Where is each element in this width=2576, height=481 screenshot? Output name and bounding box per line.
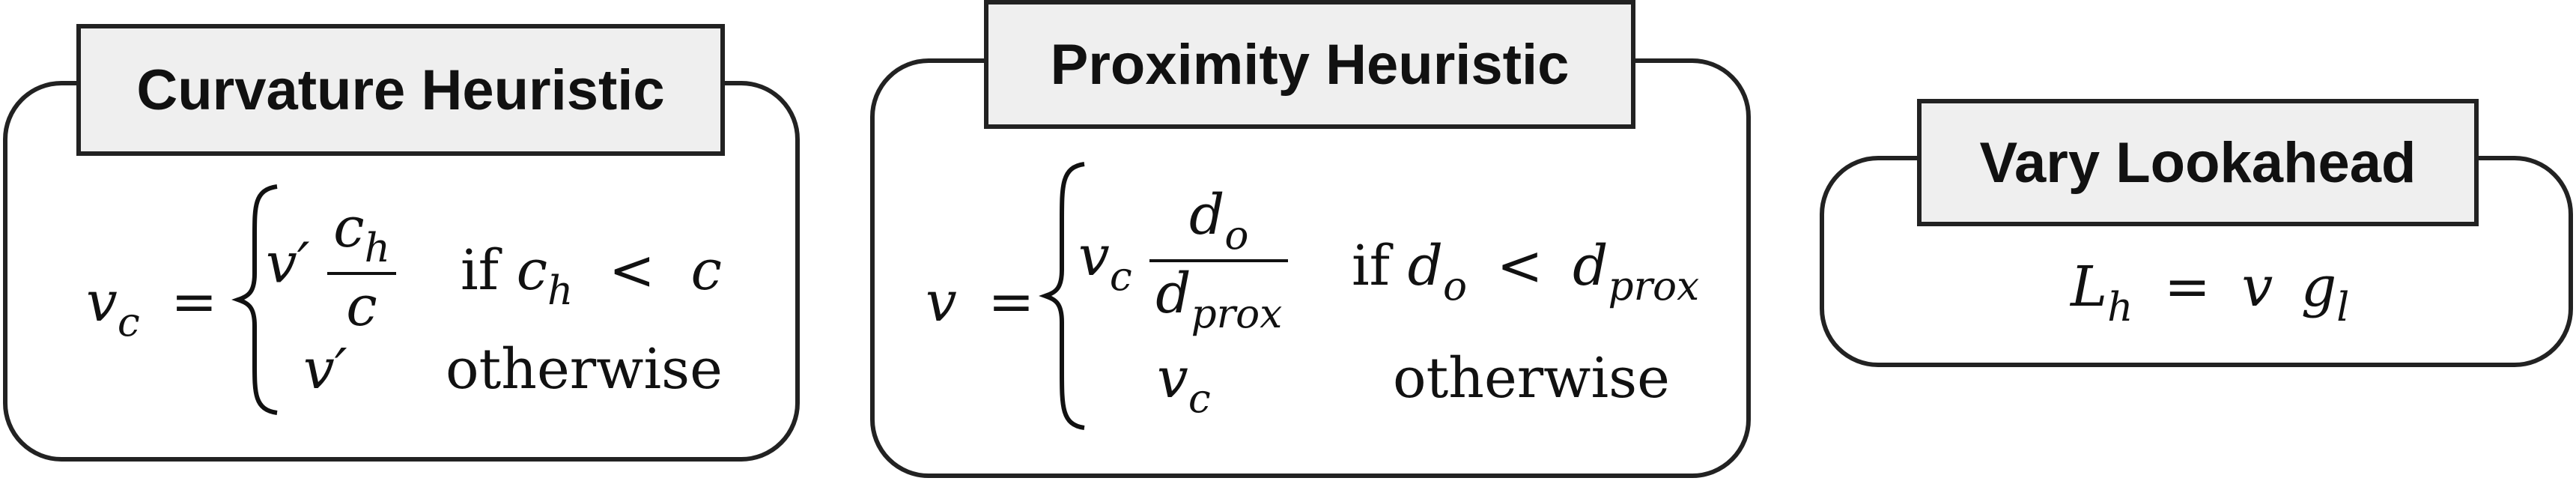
lookahead-rhs-g-sub: l <box>2336 284 2350 331</box>
curvature-case1-expr <box>266 196 396 339</box>
curvature-cond-rhs: c <box>690 238 722 303</box>
curvature-cond-op: < <box>608 238 655 303</box>
lookahead-equation <box>2071 255 2349 330</box>
curvature-case2-var: v′ <box>303 337 347 402</box>
curvature-lhs <box>86 270 217 345</box>
curvature-eq-sign: = <box>171 270 218 334</box>
proximity-cond-sub: o <box>1442 263 1468 310</box>
curvature-cond-sub: h <box>547 267 574 315</box>
curvature-den: c <box>346 273 377 339</box>
curvature-cond-var: c <box>516 238 548 303</box>
proximity-num-sub: o <box>1224 212 1249 259</box>
proximity-case1-var: v <box>1078 223 1110 288</box>
proximity-cond-rhs-var: d <box>1573 234 1609 298</box>
lookahead-eq-sign: = <box>2163 255 2211 319</box>
curvature-num-sub: h <box>364 225 390 272</box>
proximity-case2-expr <box>1157 346 1211 422</box>
curvature-num-var: c <box>333 196 365 260</box>
proximity-case2-var: v <box>1157 346 1188 411</box>
curvature-case1-cond <box>461 238 722 314</box>
lookahead-lhs-sub: h <box>2107 284 2133 331</box>
proximity-case2-cond <box>1393 346 1670 411</box>
lookahead-rhs-v: v <box>2241 255 2273 319</box>
curvature-lhs-sub: c <box>117 299 140 346</box>
proximity-case1-expr <box>1078 184 1288 337</box>
proximity-cond-rhs-sub: prox <box>1608 263 1700 310</box>
proximity-cond-if: if <box>1352 234 1391 298</box>
lookahead-rhs-g: g <box>2300 255 2337 319</box>
curvature-case2-expr <box>303 337 347 402</box>
lookahead-lhs-var: L <box>2071 255 2108 319</box>
proximity-den-sub: prox <box>1191 290 1283 337</box>
proximity-title: Proximity Heuristic <box>984 0 1635 129</box>
curvature-title: Curvature Heuristic <box>76 24 725 156</box>
proximity-case2-var-sub: c <box>1188 375 1211 423</box>
curvature-fraction <box>327 196 396 339</box>
proximity-eq-sign: = <box>988 270 1035 334</box>
lookahead-title: Vary Lookahead <box>1917 99 2479 226</box>
proximity-fraction <box>1149 184 1288 337</box>
proximity-lhs-var: v <box>926 270 957 334</box>
proximity-cond-op: < <box>1496 234 1543 298</box>
curvature-cond-if: if <box>461 238 499 303</box>
proximity-cond-var: d <box>1407 234 1443 298</box>
proximity-case1-var-sub: c <box>1109 253 1132 300</box>
proximity-lhs <box>926 270 1034 334</box>
proximity-den-var: d <box>1155 261 1191 326</box>
curvature-case1-var: v′ <box>266 231 310 296</box>
curvature-lhs-var: v <box>86 270 118 334</box>
curvature-case2-cond <box>446 337 723 402</box>
proximity-otherwise: otherwise <box>1393 346 1670 411</box>
proximity-case1-cond <box>1352 234 1699 309</box>
proximity-num-var: d <box>1188 183 1225 247</box>
curvature-otherwise: otherwise <box>446 337 723 402</box>
